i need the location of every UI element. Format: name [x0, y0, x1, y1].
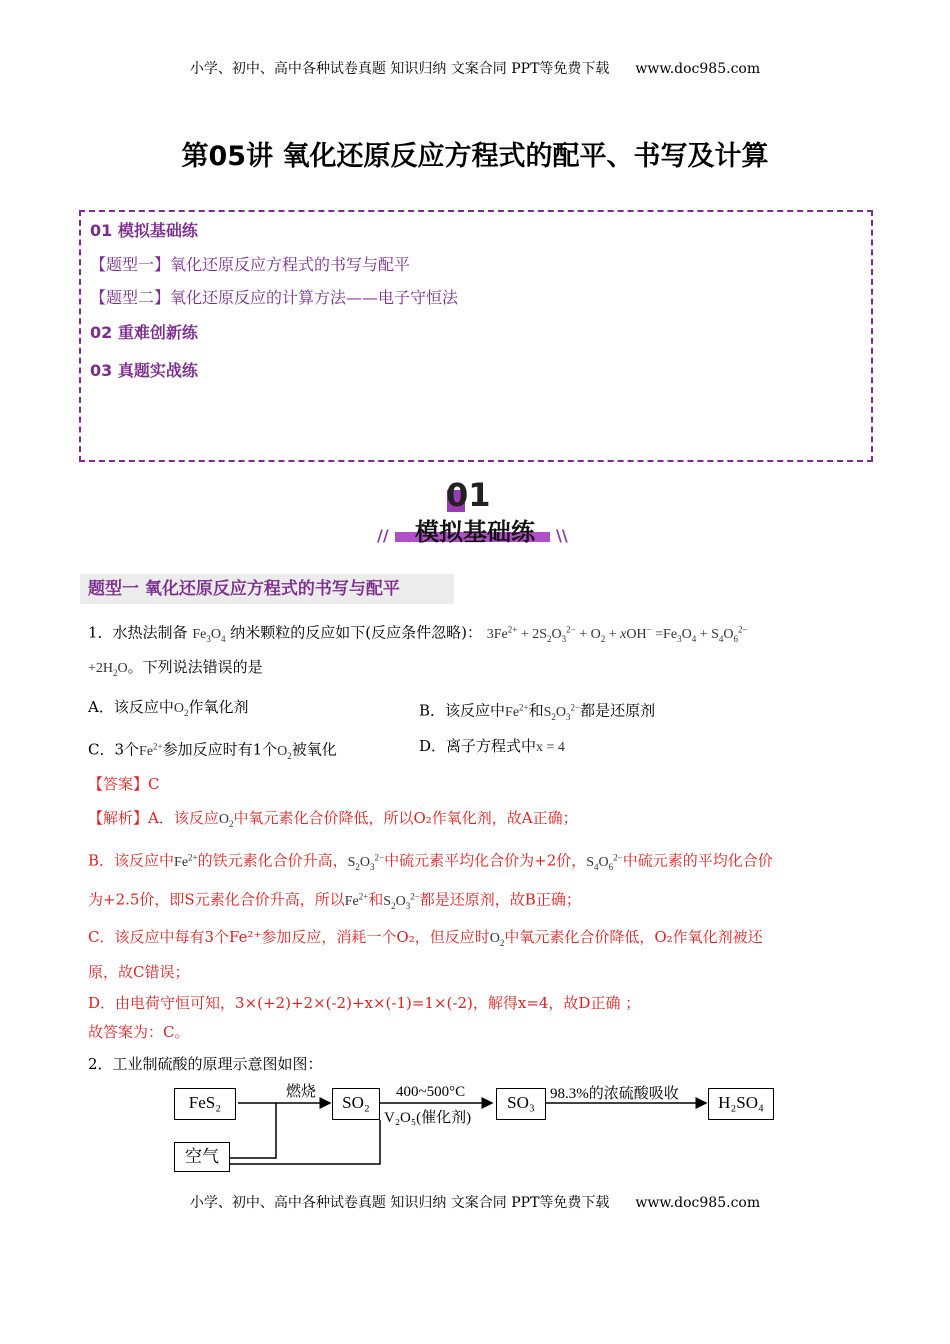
slash-right: \\	[556, 526, 568, 545]
header-site[interactable]: www.doc985.com	[635, 61, 761, 77]
opt-a-text2: 作氧化剂	[188, 698, 249, 716]
q1-stem	[88, 619, 748, 648]
opt-b-text1: B．该反应中	[419, 701, 506, 720]
ex3-text1: 为+2.5价，即S元素化合价升高，所以	[88, 890, 345, 909]
q1-explanation-4	[88, 927, 763, 953]
q1-explanation-5: 原，故C错误；	[88, 963, 190, 981]
opt-d-formula: x = 4	[536, 740, 565, 755]
ex3-text3: 都是还原剂，故B正确；	[419, 890, 581, 909]
q1-explanation-3	[88, 886, 581, 915]
fe2-formula: $Fe^{2+}$	[344, 891, 369, 909]
opt-c-text2: 参加反应时有1个	[162, 740, 278, 759]
fe3o4-formula: $Fe_3O_4$	[192, 626, 226, 644]
box-so3: SO₃	[496, 1088, 546, 1120]
section-number: 01	[446, 476, 491, 514]
s4o6-formula: $S_4O_6^{2-}$	[586, 852, 623, 872]
q1-explanation-2	[88, 847, 773, 876]
s2o3-formula: $S_2O_3^{2-}$	[543, 702, 581, 722]
fe2-formula: $Fe^{2+}$	[174, 852, 198, 870]
box-h2so4: H₂SO₄	[708, 1088, 774, 1120]
table-of-contents	[79, 210, 873, 462]
label-absorption: 98.3%的浓硫酸吸收	[550, 1086, 679, 1102]
ex1-text1: 【解析】A．该反应	[88, 809, 219, 827]
s2o3-formula: $S_2O_3^{2-}$	[383, 891, 420, 911]
o2-formula: $O_2$	[173, 701, 189, 718]
q1-explanation-6: D．由电荷守恒可知，3×(+2)+2×(-2)+x×(-1)=1×(-2)，解得x=4，故D正确 ；	[88, 994, 641, 1012]
o2-formula: $O_2$	[218, 812, 234, 829]
opt-a-text1: A．该反应中	[88, 698, 174, 716]
toc-type-2[interactable]: 【题型二】氧化还原反应的计算方法——电子守恒法	[90, 288, 459, 307]
q1-option-d[interactable]	[419, 736, 565, 758]
q1-explanation-7: 故答案为：C。	[88, 1023, 190, 1041]
label-catalyst: V₂O₅(催化剂)	[384, 1110, 472, 1126]
label-combustion: 燃烧	[286, 1084, 317, 1100]
ex3-text2: 和	[368, 890, 384, 909]
header-text: 小学、初中、高中各种试卷真题 知识归纳 文案合同 PPT等免费下载	[189, 61, 610, 77]
ex2-text1: B．该反应中	[88, 851, 175, 870]
toc-section-2[interactable]: 02 重难创新练	[90, 323, 198, 342]
q1-option-a[interactable]	[88, 697, 248, 723]
q1-option-b[interactable]	[419, 697, 655, 726]
reaction-equation: $3Fe^{2+} + 2S_2O_3^{2-} + O_2 + xOH^- =Fe_3O_4 + S_4O_6^{2-}$	[486, 624, 748, 644]
q1-stem-c: 。下列说法错误的是	[127, 658, 263, 676]
diagram-lines	[170, 1076, 790, 1176]
box-fes2: FeS₂	[174, 1088, 236, 1120]
footer-site[interactable]: www.doc985.com	[635, 1195, 761, 1211]
section-name: 模拟基础练	[415, 518, 535, 546]
sulfuric-acid-diagram	[170, 1076, 790, 1176]
type-heading: 题型一 氧化还原反应方程式的书写与配平	[80, 574, 454, 604]
o2-formula: $O_2$	[489, 931, 505, 948]
box-so2: SO₂	[332, 1088, 380, 1120]
q1-answer: 【答案】C	[88, 775, 160, 793]
q1-stem-b: 纳米颗粒的反应如下(反应条件忽略)：	[230, 623, 482, 642]
section-badge	[0, 476, 950, 556]
toc-section-1[interactable]: 01 模拟基础练	[90, 221, 198, 240]
box-air: 空气	[174, 1142, 230, 1172]
q1-stem-a: 1．水热法制备	[88, 623, 188, 642]
q2-stem: 2．工业制硫酸的原理示意图如图：	[88, 1055, 323, 1073]
opt-b-text2: 和	[528, 701, 544, 720]
label-temperature: 400~500°C	[396, 1084, 466, 1100]
footer-text: 小学、初中、高中各种试卷真题 知识归纳 文案合同 PPT等免费下载	[189, 1195, 610, 1211]
ex2-text2: 的铁元素化合价升高，	[197, 851, 348, 870]
q1-explanation-1	[88, 808, 578, 834]
fe2-formula: $Fe^{2+}$	[139, 741, 163, 759]
ex1-text2: 中氧元素化合价降低，所以O₂作氧化剂，故A正确；	[233, 809, 578, 827]
q1-stem-line2	[88, 657, 263, 683]
s2o3-formula: $S_2O_3^{2-}$	[347, 852, 385, 872]
o2-formula: $O_2$	[277, 743, 292, 761]
opt-c-text3: 被氧化	[291, 740, 337, 759]
ex2-text3: 中硫元素平均化合价为+2价，	[384, 851, 587, 870]
page-footer	[0, 1192, 950, 1212]
slash-left: //	[377, 526, 389, 545]
toc-type-1[interactable]: 【题型一】氧化还原反应方程式的书写与配平	[90, 255, 411, 274]
fe2-formula: $Fe^{2+}$	[505, 702, 529, 720]
air-feed-line	[230, 1103, 276, 1158]
toc-section-3[interactable]: 03 真题实战练	[90, 361, 198, 380]
water-term: $+2H_2O$	[88, 661, 128, 678]
opt-d-text1: D．离子方程式中	[419, 737, 537, 755]
ex4-text2: 中氧元素化合价降低，O₂作氧化剂被还	[504, 928, 763, 946]
opt-b-text3: 都是还原剂	[580, 701, 656, 720]
page-header	[0, 58, 950, 78]
opt-c-text1: C．3个	[88, 740, 140, 759]
page-title: 第05讲 氧化还原反应方程式的配平、书写及计算	[181, 141, 769, 172]
ex2-text4: 中硫元素的平均化合价	[622, 851, 773, 870]
ex4-text1: C．该反应中每有3个Fe²⁺参加反应，消耗一个O₂，但反应时	[88, 928, 490, 946]
q1-option-c[interactable]	[88, 736, 337, 765]
